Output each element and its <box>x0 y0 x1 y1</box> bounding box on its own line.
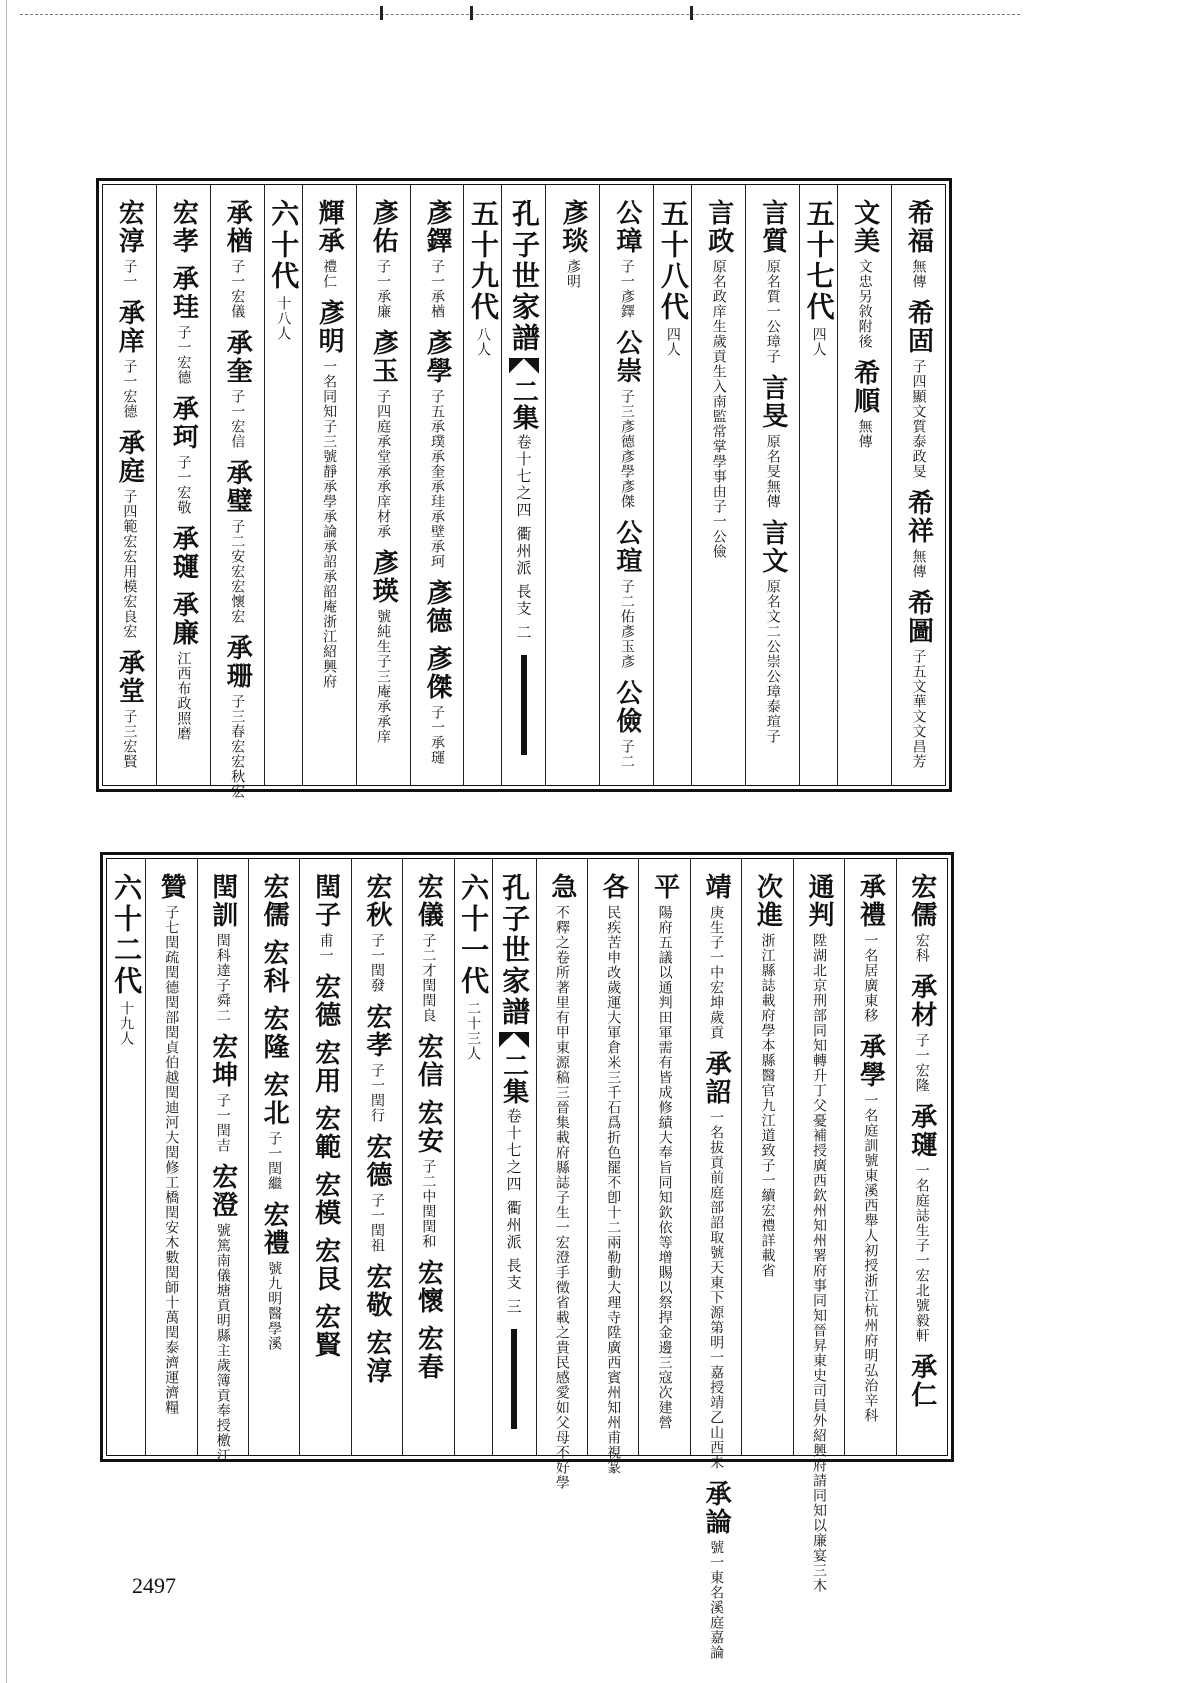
person-name: 宏用 <box>310 1039 341 1095</box>
person-note: 子一宏信 <box>229 389 246 449</box>
genealogy-entry <box>368 329 399 539</box>
person-name: 宏艮 <box>310 1237 341 1293</box>
person-name: 宏科 <box>259 939 290 995</box>
person-name: 宏澄 <box>207 1163 238 1219</box>
chapter-subtitle: 卷十七之四 衢州派 長支 三 <box>504 1108 523 1316</box>
person-name: 急 <box>546 873 577 901</box>
genealogy-entry <box>906 973 937 1093</box>
person-name: 承璭 <box>906 1103 937 1159</box>
genealogy-entry <box>114 199 145 289</box>
genealogy-entry <box>413 1325 444 1381</box>
person-name: 希順 <box>849 359 880 415</box>
genealogy-column <box>302 185 356 785</box>
genealogy-column <box>745 185 799 785</box>
margin-bar <box>511 1329 517 1429</box>
genealogy-entry <box>424 579 450 635</box>
genealogy-column <box>156 185 210 785</box>
genealogy-column <box>501 185 545 785</box>
genealogy-entry <box>906 1103 937 1343</box>
volume-label: 二集 <box>508 378 539 430</box>
page-left-edge <box>6 0 7 1683</box>
generation-count: 四人 <box>810 327 827 357</box>
person-note: 禮仁 <box>321 259 338 289</box>
genealogy-entry <box>259 939 290 995</box>
person-name: 宏安 <box>413 1099 444 1155</box>
person-name: 宏秋 <box>361 873 392 929</box>
generation-count: 十九人 <box>118 1001 135 1046</box>
person-name: 承詔 <box>701 1050 732 1106</box>
person-name: 宏儒 <box>259 873 290 929</box>
person-name: 宏賢 <box>310 1303 341 1359</box>
person-name: 言質 <box>757 199 788 255</box>
genealogy-entry <box>222 329 253 449</box>
person-note: 陽府五議以通判田軍需有皆成修績大奉旨同知欽依等增賜以祭捍金邊三寇次建營 <box>656 905 673 1430</box>
person-note: 庚生子一中宏坤歲貢 <box>708 905 725 1040</box>
genealogy-entry <box>310 1171 341 1227</box>
person-name: 彥鐸 <box>422 199 452 255</box>
genealogy-column <box>837 185 891 785</box>
genealogy-column <box>492 859 536 1455</box>
person-name: 希固 <box>903 299 934 355</box>
genealogy-column <box>402 859 453 1455</box>
genealogy-entry <box>114 429 145 639</box>
person-name: 承學 <box>855 1033 886 1089</box>
genealogy-entry <box>649 873 680 1430</box>
person-note: 子一閏繼 <box>266 1131 283 1191</box>
genealogy-entry <box>701 1480 732 1660</box>
person-name: 承論 <box>701 1480 732 1536</box>
genealogy-entry <box>611 329 642 509</box>
book-title: 孔子世家譜 <box>498 873 532 1028</box>
person-name: 公瑄 <box>611 519 642 575</box>
genealogy-entry <box>361 1003 392 1123</box>
genealogy-entry <box>156 873 187 1415</box>
person-name: 承庭 <box>114 429 145 485</box>
genealogy-column <box>299 859 350 1455</box>
genealogy-entry <box>361 1263 392 1319</box>
generation-title: 五十八代 <box>656 199 690 323</box>
genealogy-entry <box>413 1099 444 1249</box>
generation-heading <box>466 199 500 357</box>
person-note: 子一閏祖 <box>368 1193 385 1253</box>
genealogy-entry <box>903 299 934 479</box>
person-note: 彥明 <box>564 259 581 289</box>
person-note: 子二 <box>618 739 635 769</box>
top-dotted-rule <box>20 14 1020 15</box>
person-name: 宏信 <box>413 1033 444 1089</box>
chapter-subtitle: 卷十七之四 衢州派 長支 二 <box>514 434 533 642</box>
genealogy-entry <box>424 645 450 765</box>
genealogy-entry <box>855 873 886 1023</box>
person-name: 希圖 <box>903 589 934 645</box>
person-name: 閏訓 <box>207 873 238 929</box>
person-name: 承奎 <box>222 329 253 385</box>
genealogy-entry <box>168 591 199 741</box>
genealogy-entry <box>849 359 880 449</box>
genealogy-column <box>351 859 402 1455</box>
genealogy-entry <box>168 525 199 581</box>
genealogy-entry <box>701 1050 732 1470</box>
genealogy-entry <box>114 649 145 769</box>
person-note: 號純生子三庵承承庠 <box>375 609 392 744</box>
genealogy-entry <box>361 1133 392 1253</box>
person-note: 子一承楢 <box>429 259 445 319</box>
genealogy-column <box>107 859 145 1455</box>
person-note: 子一閏吉 <box>214 1093 231 1153</box>
person-note: 一名居廣東移 <box>862 933 879 1023</box>
person-note: 子二安宏宏懷宏 <box>229 519 246 624</box>
genealogy-column <box>248 859 299 1455</box>
generation-heading <box>110 873 144 1046</box>
person-name: 平 <box>649 873 680 901</box>
person-name: 承廉 <box>168 591 199 647</box>
generation-count: 四人 <box>664 327 681 357</box>
person-name: 宏坤 <box>207 1033 238 1089</box>
person-name: 宏儒 <box>906 873 937 929</box>
genealogy-entry <box>207 1033 238 1153</box>
genealogy-entry <box>361 873 392 993</box>
person-note: 宏科 <box>913 933 930 963</box>
person-name: 輝承 <box>314 199 345 255</box>
person-note: 子一彥鐸 <box>618 259 635 319</box>
genealogy-entry <box>168 395 199 515</box>
person-note: 閏科達子舜二 <box>214 933 231 1023</box>
person-name: 承珊 <box>222 634 253 690</box>
person-name: 宏北 <box>259 1071 290 1127</box>
person-note: 甫一 <box>317 933 334 963</box>
person-name: 公崇 <box>611 329 642 385</box>
person-name: 承璭 <box>168 525 199 581</box>
person-name: 彥學 <box>422 329 452 385</box>
person-note: 文忠另敘附後 <box>856 259 873 349</box>
genealogy-entry <box>310 1237 341 1293</box>
person-note: 子一 <box>121 259 138 289</box>
person-note: 子四範宏宏用模宏良宏 <box>121 489 138 639</box>
person-note: 子三春宏宏秋宏 <box>229 694 246 799</box>
person-name: 承楢 <box>222 199 253 255</box>
top-mark <box>380 6 383 20</box>
person-note: 江西布政照磨 <box>175 651 192 741</box>
person-note: 子二中閏閏和 <box>420 1159 437 1249</box>
person-name: 宏禮 <box>259 1201 290 1257</box>
top-panel-columns <box>102 184 946 799</box>
genealogy-entry <box>222 459 253 624</box>
genealogy-column <box>690 859 741 1660</box>
genealogy-entry <box>757 199 788 364</box>
person-note: 子二才閏閏良 <box>420 933 437 1023</box>
genealogy-column <box>638 859 689 1455</box>
genealogy-entry <box>259 1071 290 1191</box>
genealogy-entry <box>259 1005 290 1061</box>
genealogy-column <box>454 859 492 1455</box>
genealogy-entry <box>903 589 934 769</box>
person-name: 公儉 <box>611 679 642 735</box>
genealogy-column <box>210 185 264 799</box>
person-note: 號九明醫學溪 <box>266 1261 283 1351</box>
person-note: 子七閏疏閏德閏部閏貞伯越閏迪河大閏修工橋閏安木數閏師十萬閏泰濟運濟糧 <box>163 905 180 1415</box>
genealogy-entry <box>361 1329 392 1385</box>
genealogy-entry <box>368 549 399 744</box>
person-note: 無傳 <box>856 419 873 449</box>
person-note: 號篤南儀塘貢明縣主歲簿貢奉授檄江 <box>214 1223 231 1463</box>
person-name: 靖 <box>701 873 732 901</box>
top-mark <box>470 6 473 20</box>
person-note: 子五文華文文昌芳 <box>910 649 927 769</box>
genealogy-entry <box>424 329 450 569</box>
person-name: 彥德 <box>422 579 452 635</box>
person-note: 子一閏行 <box>368 1063 385 1123</box>
person-name: 承堂 <box>114 649 145 705</box>
person-name: 宏春 <box>413 1325 444 1381</box>
person-name: 彥明 <box>314 299 345 355</box>
person-note: 子一宏隆 <box>913 1033 930 1093</box>
genealogy-entry <box>757 519 788 744</box>
genealogy-entry <box>413 1259 444 1315</box>
person-name: 宏範 <box>310 1105 341 1161</box>
genealogy-entry <box>259 1201 290 1351</box>
genealogy-entry <box>701 873 732 1040</box>
person-note: 浙江縣誌載府學本縣醫官九江道致子一續宏禮詳載省 <box>759 933 776 1278</box>
person-name: 宏隆 <box>259 1005 290 1061</box>
genealogy-entry <box>906 1353 937 1409</box>
genealogy-column <box>356 185 410 785</box>
genealogy-entry <box>310 1105 341 1161</box>
genealogy-entry <box>903 199 934 289</box>
genealogy-entry <box>168 199 199 255</box>
person-name: 宏德 <box>361 1133 392 1189</box>
person-name: 承庠 <box>114 299 145 355</box>
person-note: 子一宏敬 <box>175 455 192 515</box>
person-name: 希福 <box>903 199 934 255</box>
person-note: 民疾苦申改歲運大軍倉米三千石爲折色罷不卽十二兩勒動大理寺陞廣西賓州知州甫視篆 <box>605 905 622 1475</box>
genealogy-column <box>653 185 691 785</box>
person-note: 原名文二公崇公璋泰瑄子 <box>764 579 781 744</box>
person-name: 通判 <box>803 873 834 929</box>
generation-count: 二十三人 <box>465 1001 482 1061</box>
margin-bar <box>521 655 527 755</box>
person-name: 承珂 <box>168 395 199 451</box>
genealogy-entry <box>207 873 238 1023</box>
person-note: 子四顯文質泰政旻 <box>910 359 927 479</box>
person-name: 閏子 <box>310 873 341 929</box>
genealogy-entry <box>598 873 629 1475</box>
genealogy-entry <box>222 199 253 319</box>
generation-title: 六十代 <box>267 199 301 292</box>
person-name: 言旻 <box>757 374 788 430</box>
genealogy-entry <box>752 873 783 1278</box>
person-note: 子三宏賢 <box>121 709 138 769</box>
person-note: 一名庭誌生子一宏北號毅軒 <box>913 1163 930 1343</box>
person-name: 言文 <box>757 519 788 575</box>
genealogy-entry <box>314 199 345 289</box>
person-note: 原名政庠生歲貢生入南監常掌學事由子一公儉 <box>710 259 727 559</box>
genealogy-column <box>793 859 844 1593</box>
person-name: 文美 <box>849 199 880 255</box>
genealogy-column <box>844 859 895 1455</box>
genealogy-entry <box>557 199 588 289</box>
person-note: 子一閏發 <box>368 933 385 993</box>
person-name: 宏淳 <box>361 1329 392 1385</box>
genealogy-entry <box>611 519 642 669</box>
person-name: 宏孝 <box>168 199 199 255</box>
genealogy-column <box>410 185 464 785</box>
genealogy-entry <box>703 199 734 559</box>
generation-count: 八人 <box>474 327 491 357</box>
genealogy-entry <box>611 199 642 319</box>
top-mark <box>690 6 693 20</box>
genealogy-column <box>545 185 599 785</box>
generation-title: 六十二代 <box>110 873 144 997</box>
genealogy-column <box>536 859 587 1490</box>
person-note: 號一東名溪庭嘉論 <box>708 1540 725 1660</box>
fish-tail-mark <box>509 358 539 374</box>
genealogy-entry <box>310 973 341 1029</box>
person-name: 公璋 <box>611 199 642 255</box>
genealogy-entry <box>546 873 577 1490</box>
genealogy-column <box>891 185 945 785</box>
person-name: 承珪 <box>168 265 199 321</box>
generation-heading <box>802 199 836 357</box>
genealogy-entry <box>310 1303 341 1359</box>
genealogy-entry <box>310 1039 341 1095</box>
person-name: 承材 <box>906 973 937 1029</box>
person-name: 承禮 <box>855 873 886 929</box>
genealogy-entry <box>424 199 450 319</box>
fish-tail-mark <box>499 1032 529 1048</box>
page-number: 2497 <box>132 1573 176 1598</box>
genealogy-entry <box>413 1033 444 1089</box>
person-note: 一名拔貢前庭部詔取號天東下源第明一嘉授靖乙山西未 <box>708 1110 725 1470</box>
genealogy-column <box>145 859 196 1455</box>
person-note: 一名庭訓號東溪西舉人初授浙江杭州府明弘治辛科 <box>862 1093 879 1423</box>
genealogy-column <box>691 185 745 785</box>
person-name: 宏德 <box>310 973 341 1029</box>
book-title: 孔子世家譜 <box>507 199 541 354</box>
person-name: 承仁 <box>906 1353 937 1409</box>
person-note: 子二佑彥玉彥 <box>618 579 635 669</box>
generation-heading <box>656 199 690 357</box>
volume-label: 二集 <box>498 1052 529 1104</box>
genealogy-entry <box>310 873 341 963</box>
generation-heading <box>457 873 491 1061</box>
generation-title: 五十七代 <box>802 199 836 323</box>
top-genealogy-panel <box>96 178 952 799</box>
generation-title: 五十九代 <box>466 199 500 323</box>
person-name: 彥傑 <box>422 645 452 701</box>
person-note: 子一宏德 <box>121 359 138 419</box>
genealogy-entry <box>314 299 345 689</box>
person-name: 宏敬 <box>361 1263 392 1319</box>
genealogy-column <box>741 859 792 1455</box>
genealogy-entry <box>114 299 145 419</box>
genealogy-entry <box>368 199 399 319</box>
person-name: 言政 <box>703 199 734 255</box>
person-note: 子四庭承堂承承庠材承 <box>375 389 392 539</box>
person-note: 子一承璭 <box>429 705 445 765</box>
genealogy-entry <box>757 374 788 509</box>
genealogy-entry <box>855 1033 886 1423</box>
genealogy-entry <box>207 1163 238 1463</box>
person-note: 子一宏德 <box>175 325 192 385</box>
genealogy-entry <box>259 873 290 929</box>
person-name: 宏模 <box>310 1171 341 1227</box>
person-name: 彥玉 <box>368 329 399 385</box>
person-name: 承璧 <box>222 459 253 515</box>
person-name: 贊 <box>156 873 187 901</box>
person-note: 子一宏儀 <box>229 259 246 319</box>
person-note: 一名同知子三號靜承學承論承詔承韶庵浙江紹興府 <box>321 359 338 689</box>
genealogy-entry <box>803 873 834 1593</box>
person-note: 子五承璞承奎承珪承壁承珂 <box>429 389 445 569</box>
genealogy-column <box>463 185 501 785</box>
person-note: 原名旻無傳 <box>764 434 781 509</box>
person-name: 宏孝 <box>361 1003 392 1059</box>
person-name: 彥佑 <box>368 199 399 255</box>
genealogy-entry <box>168 265 199 385</box>
person-name: 彥瑛 <box>368 549 399 605</box>
person-name: 宏儀 <box>413 873 444 929</box>
genealogy-entry <box>906 873 937 963</box>
person-note: 子一承廉 <box>375 259 392 319</box>
genealogy-column <box>799 185 837 785</box>
genealogy-column <box>197 859 248 1463</box>
genealogy-column <box>599 185 653 785</box>
genealogy-entry <box>849 199 880 349</box>
genealogy-column <box>587 859 638 1475</box>
genealogy-entry <box>611 679 642 769</box>
person-name: 彥琰 <box>557 199 588 255</box>
generation-title: 六十一代 <box>457 873 491 997</box>
person-name: 各 <box>598 873 629 901</box>
genealogy-entry <box>222 634 253 799</box>
genealogy-entry <box>413 873 444 1023</box>
genealogy-column <box>264 185 302 785</box>
genealogy-column <box>103 185 156 785</box>
person-note: 子三彥德彥學彥傑 <box>618 389 635 509</box>
person-note: 陞湖北京刑部同知轉升丁父憂補授廣西欽州知州署府事同知晉昇東史司員外紹興府請同知以廉宴三木 <box>810 933 827 1593</box>
person-name: 次進 <box>752 873 783 929</box>
person-note: 無傳 <box>910 259 927 289</box>
generation-count: 十八人 <box>275 296 292 341</box>
generation-heading <box>267 199 301 341</box>
person-name: 宏懷 <box>413 1259 444 1315</box>
person-name: 希祥 <box>903 489 934 545</box>
person-note: 無傳 <box>910 549 927 579</box>
genealogy-entry <box>903 489 934 579</box>
genealogy-column <box>896 859 947 1455</box>
person-note: 原名質一公璋子 <box>764 259 781 364</box>
person-note: 不釋之卷所著里有甲東源稿三晉集載府縣誌子生一宏澄手徵省載之貴民感愛如父母不好學 <box>553 905 570 1490</box>
person-name: 宏淳 <box>114 199 145 255</box>
